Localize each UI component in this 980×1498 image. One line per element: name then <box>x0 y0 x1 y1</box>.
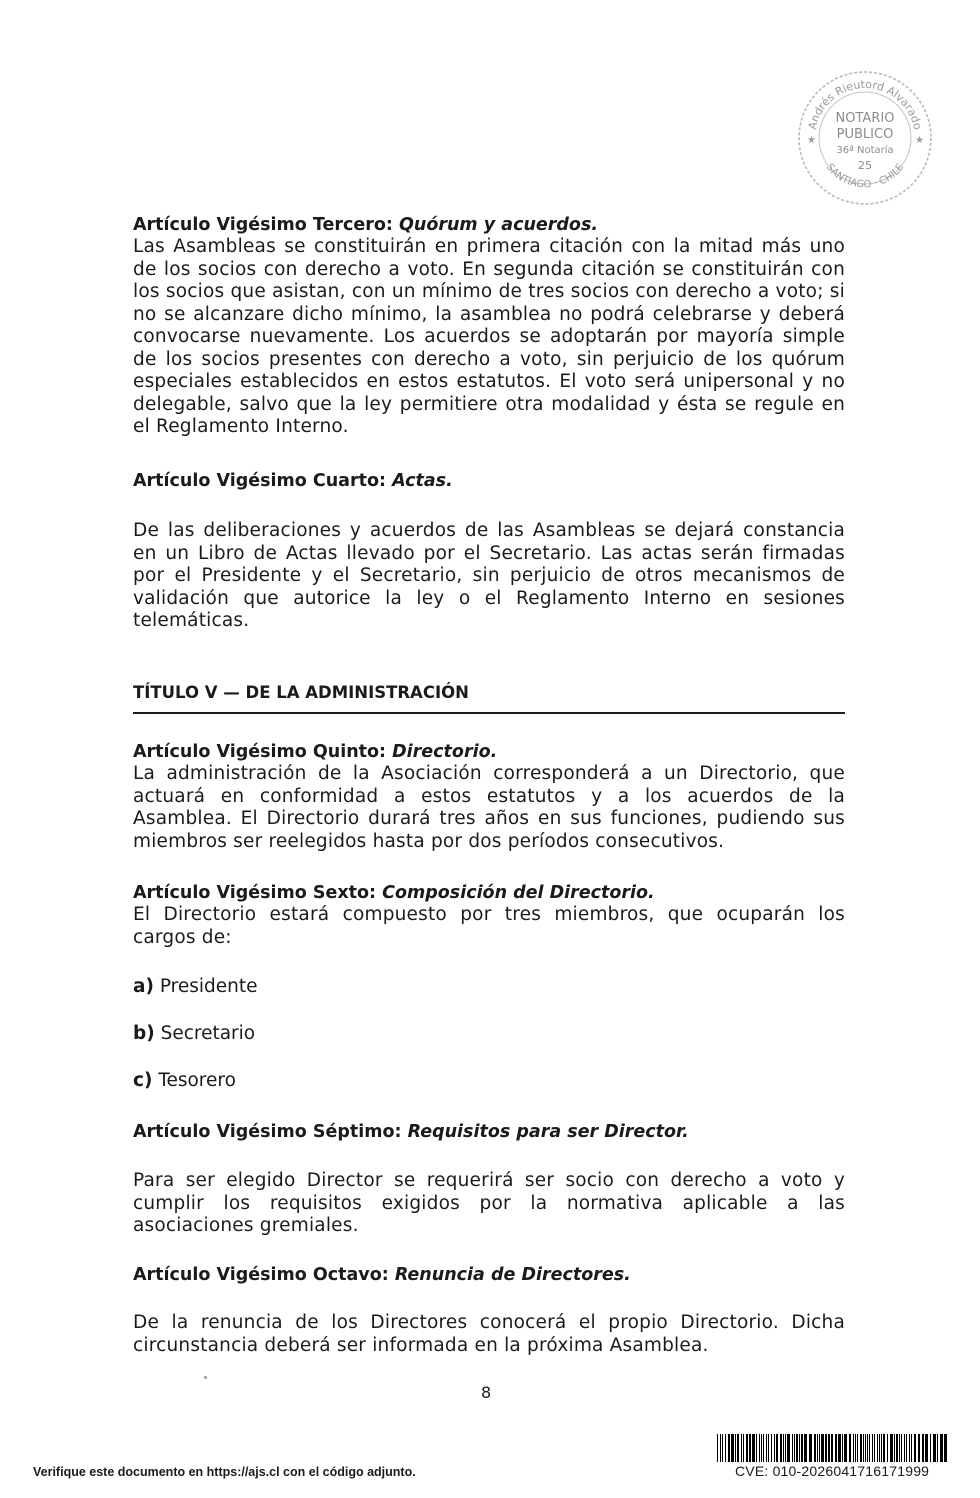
list-item-text: Tesorero <box>158 1070 236 1091</box>
list-item-text: Secretario <box>160 1023 256 1044</box>
article-28-label: Artículo Vigésimo Octavo: <box>133 1265 389 1285</box>
barcode-bar <box>869 1434 870 1462</box>
barcode-bar <box>776 1434 778 1462</box>
barcode-bar <box>881 1434 882 1462</box>
barcode-bar <box>787 1434 790 1462</box>
barcode-bar <box>853 1434 854 1462</box>
article-24-heading <box>133 470 845 492</box>
article-23 <box>133 214 845 439</box>
barcode-bar <box>817 1434 818 1462</box>
barcode-bar <box>865 1434 866 1462</box>
list-item-letter: a) <box>133 976 154 997</box>
barcode-bar <box>796 1434 798 1462</box>
barcode-bar <box>821 1434 824 1462</box>
article-26-title: Composición del Directorio. <box>382 883 655 903</box>
barcode-bar <box>906 1434 907 1462</box>
barcode-bar <box>887 1434 888 1462</box>
barcode-icon <box>717 1434 947 1462</box>
barcode-bar <box>809 1434 812 1462</box>
article-23-title: Quórum y acuerdos. <box>398 215 599 235</box>
article-23-label: Artículo Vigésimo Tercero: <box>133 215 393 235</box>
barcode-bar <box>844 1434 847 1462</box>
barcode-bar <box>863 1434 864 1462</box>
barcode-bar <box>717 1434 718 1462</box>
barcode-bar <box>743 1434 744 1462</box>
barcode-bar <box>814 1434 816 1462</box>
list-item-letter: b) <box>133 1023 155 1044</box>
article-25 <box>133 741 845 853</box>
barcode-bar <box>937 1434 938 1462</box>
barcode-bar <box>819 1434 820 1462</box>
barcode-bar <box>918 1434 920 1462</box>
barcode-bar <box>825 1434 827 1462</box>
barcode-bar <box>901 1434 902 1462</box>
barcode-bar <box>894 1434 895 1462</box>
barcode-bar <box>768 1434 769 1462</box>
barcode-bar <box>857 1434 858 1462</box>
barcode-bar <box>804 1434 807 1462</box>
barcode-bar <box>774 1434 775 1462</box>
barcode-bar <box>737 1434 739 1462</box>
article-24-title: Actas. <box>392 471 453 491</box>
barcode-bar <box>799 1434 800 1462</box>
barcode-bar <box>879 1434 880 1462</box>
barcode-bar <box>731 1434 734 1462</box>
barcode-bar <box>933 1434 936 1462</box>
verification-note: Verifique este documento en https://ajs.cl con el código adjunto. <box>33 1465 416 1479</box>
article-27-label: Artículo Vigésimo Séptimo: <box>133 1122 402 1142</box>
seal-star-right-icon: ★ <box>915 135 924 146</box>
list-item <box>133 976 258 998</box>
barcode-bar <box>911 1434 912 1462</box>
article-26-label: Artículo Vigésimo Sexto: <box>133 883 377 903</box>
seal-line-2: PUBLICO <box>836 127 894 142</box>
barcode-bar <box>831 1434 833 1462</box>
barcode-bar <box>783 1434 784 1462</box>
article-27-heading <box>133 1121 845 1143</box>
article-28-title: Renuncia de Directores. <box>394 1265 631 1285</box>
list-item-text: Presidente <box>159 976 258 997</box>
barcode-bar <box>940 1434 943 1462</box>
scan-speck <box>204 1376 207 1379</box>
barcode-bar <box>759 1434 760 1462</box>
section-title-v: TÍTULO V — DE LA ADMINISTRACIÓN <box>133 682 845 714</box>
article-26 <box>133 882 845 949</box>
article-25-heading <box>133 741 845 763</box>
barcode-bar <box>756 1434 757 1462</box>
barcode-bar <box>761 1434 762 1462</box>
barcode-bar <box>925 1434 928 1462</box>
article-26-text: El Directorio estará compuesto por tres miembros, que ocuparán los cargos de: <box>133 904 845 948</box>
barcode-bar <box>877 1434 878 1462</box>
barcode-bar <box>725 1434 726 1462</box>
barcode-bar <box>838 1434 841 1462</box>
barcode-bar <box>749 1434 751 1462</box>
barcode-bar <box>914 1434 916 1462</box>
article-28-text: De la renuncia de los Directores conocerá el propio Directorio. Dicha circunstancia deberá ser informada en la próxima Asamblea. <box>133 1312 845 1356</box>
barcode-bar <box>904 1434 905 1462</box>
barcode-bar <box>801 1434 803 1462</box>
article-25-text: La administración de la Asociación corresponderá a un Directorio, que actuará en conformidad a estos estatutos y a los acuerdos de la Asamblea. El Directorio durará tres años en sus funciones, pudiendo sus miembros ser reelegidos hasta por dos períodos consecutivos. <box>133 763 845 852</box>
barcode-bar <box>930 1434 931 1462</box>
barcode-bar <box>899 1434 900 1462</box>
barcode-bar <box>922 1434 924 1462</box>
seal-line-4: 25 <box>858 159 872 172</box>
article-25-label: Artículo Vigésimo Quinto: <box>133 742 387 762</box>
barcode-bar <box>763 1434 764 1462</box>
barcode-bar <box>867 1434 868 1462</box>
barcode-bar <box>746 1434 748 1462</box>
barcode-bar <box>835 1434 837 1462</box>
article-24-label: Artículo Vigésimo Cuarto: <box>133 471 387 491</box>
seal-line-1: NOTARIO <box>835 111 895 126</box>
article-23-text: Las Asambleas se constituirán en primera citación con la mitad más uno de los socios con derecho a voto. En segunda citación se constituirán con los socios que asistan, con un mínimo de tres socios con derecho a voto; si no se alcanzare dicho mínimo, la asamblea no podrá celebrarse y deberá convocarse nuevamente. Los acuerdos se adoptarán por mayoría simple de los socios presentes con derecho a voto, sin perjuicio de los quórum especiales establecidos en estos estatutos. El voto será unipersonal y no delegable, salvo que la ley permitiere otra modalidad y ésta se regule en el Reglamento Interno. <box>133 236 845 437</box>
list-item-letter: c) <box>133 1070 153 1091</box>
page-number: 8 <box>481 1383 492 1402</box>
barcode-bar <box>828 1434 830 1462</box>
barcode-bar <box>896 1434 898 1462</box>
article-27-title: Requisitos para ser Director. <box>407 1122 689 1142</box>
barcode-bar <box>720 1434 721 1462</box>
article-28-heading <box>133 1264 845 1286</box>
article-23-heading <box>133 214 845 236</box>
barcode-bar <box>728 1434 730 1462</box>
list-item <box>133 1023 255 1045</box>
article-26-heading <box>133 882 845 904</box>
barcode-bar <box>855 1434 856 1462</box>
barcode-bar <box>849 1434 851 1462</box>
barcode-bar <box>874 1434 875 1462</box>
seal-outer-top: Andrés Rieutord Alvarado <box>805 77 925 131</box>
barcode-bar <box>842 1434 843 1462</box>
barcode-bar <box>722 1434 723 1462</box>
barcode-bar <box>752 1434 755 1462</box>
article-25-title: Directorio. <box>392 742 498 762</box>
barcode-bar <box>909 1434 910 1462</box>
notary-seal <box>795 68 935 208</box>
barcode-bar <box>883 1434 885 1462</box>
article-24-text: De las deliberaciones y acuerdos de las Asambleas se dejará constancia en un Libro de Actas llevado por el Secretario. Las actas serán firmadas por el Presidente y el Secretario, sin perjuicio de otros mecanismos de validación que autorice la ley o el Reglamento Interno en sesiones telemáticas. <box>133 520 845 631</box>
barcode-bar <box>944 1434 947 1462</box>
barcode-bar <box>785 1434 786 1462</box>
cve-code: CVE: 010-2026041716171999 <box>735 1463 930 1479</box>
barcode-bar <box>766 1434 767 1462</box>
barcode-bar <box>741 1434 742 1462</box>
barcode-bar <box>771 1434 772 1462</box>
seal-star-left-icon: ★ <box>807 135 816 146</box>
list-item <box>133 1070 236 1092</box>
seal-line-3: 36ª Notaría <box>836 145 894 156</box>
barcode-bar <box>792 1434 793 1462</box>
barcode-bar <box>735 1434 736 1462</box>
seal-outer-bottom: SANTIAGO · CHILE <box>823 161 907 191</box>
barcode-bar <box>872 1434 873 1462</box>
article-27-text: Para ser elegido Director se requerirá ser socio con derecho a voto y cumplir los requisitos exigidos por la normativa aplicable a las asociaciones gremiales. <box>133 1170 845 1236</box>
barcode-bar <box>794 1434 795 1462</box>
barcode-bar <box>860 1434 862 1462</box>
barcode-bar <box>890 1434 893 1462</box>
barcode-bar <box>780 1434 782 1462</box>
